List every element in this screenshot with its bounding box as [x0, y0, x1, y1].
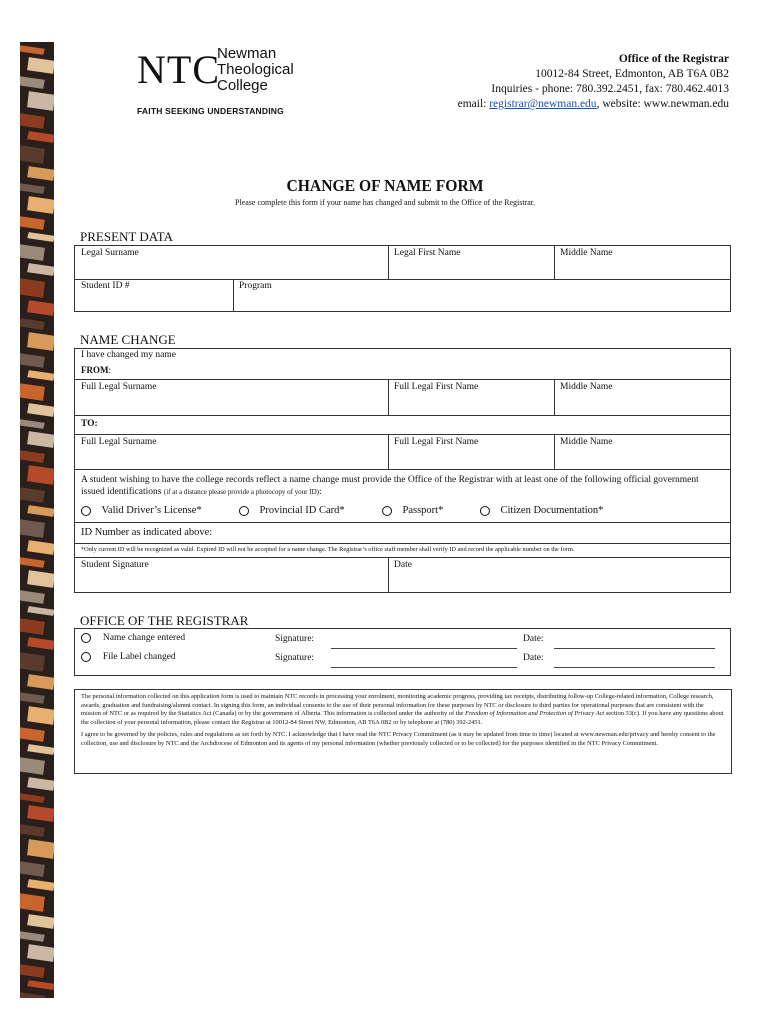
office-email-line: email: registrar@newman.edu, website: www.newman.edu [457, 98, 729, 110]
to-first-name-field[interactable]: Full Legal First Name [394, 437, 479, 447]
id-option-citizen-documentation[interactable]: Citizen Documentation* [480, 505, 603, 516]
privacy-notice [74, 689, 732, 774]
date-line[interactable] [554, 667, 715, 668]
radio-button-icon[interactable] [81, 506, 91, 516]
name-change-entered-row[interactable]: Name change entered [81, 633, 185, 643]
from-first-name-field[interactable]: Full Legal First Name [394, 382, 479, 392]
name-change-heading: NAME CHANGE [80, 332, 176, 347]
id-validity-note: *Only current ID will be recognized as valid. Expired ID will not be accepted for a name change. The Registrar’s office staff member shall verify ID and record the applicable number on the form. [81, 546, 575, 553]
col-divider [388, 246, 389, 279]
college-name [217, 46, 294, 94]
office-phone: Inquiries - phone: 780.392.2451, fax: 780.462.4013 [491, 83, 729, 95]
office-address: 10012-84 Street, Edmonton, AB T6A 0B2 [535, 68, 729, 80]
col-divider [554, 379, 555, 415]
col-divider [388, 557, 389, 593]
row-divider [75, 557, 730, 558]
present-data-heading: PRESENT DATA [80, 229, 173, 244]
signature-line[interactable] [331, 648, 517, 649]
from-middle-name-field[interactable]: Middle Name [560, 382, 613, 392]
row-divider [75, 543, 730, 544]
id-option-provincial-id[interactable]: Provincial ID Card* [239, 505, 345, 516]
present-data-table [74, 245, 731, 312]
row-divider [75, 379, 730, 380]
id-option-drivers-license[interactable]: Valid Driver’s License* [81, 505, 202, 516]
form-subtitle: Please complete this form if your name has changed and submit to the Office of the Registrar. [235, 198, 535, 207]
to-middle-name-field[interactable]: Middle Name [560, 437, 613, 447]
ntc-monogram: NTC [137, 47, 220, 92]
row-divider [75, 434, 730, 435]
college-name-line1: Newman [217, 45, 277, 62]
changed-name-label: I have changed my name [81, 350, 176, 360]
middle-name-field[interactable]: Middle Name [560, 248, 613, 258]
date-label: Date: [523, 653, 544, 663]
legal-surname-field[interactable]: Legal Surname [81, 248, 139, 258]
registrar-email-link[interactable]: registrar@newman.edu [489, 98, 597, 110]
office-contact-block [458, 52, 729, 112]
to-surname-field[interactable]: Full Legal Surname [81, 437, 157, 447]
id-option-passport[interactable]: Passport* [382, 505, 443, 516]
registrar-table [74, 628, 731, 676]
row-divider [75, 279, 730, 280]
id-requirement-text: A student wishing to have the college records reflect a name change must provide the Office of the Registrar with at least one of the following official government issued identifications (if at a distance please provide a photocopy of your ID): [81, 475, 699, 497]
col-divider [388, 379, 389, 415]
student-id-field[interactable]: Student ID # [81, 281, 130, 291]
name-change-table [74, 348, 731, 593]
row-divider [75, 469, 730, 470]
program-field[interactable]: Program [239, 281, 272, 291]
college-logo [137, 46, 307, 120]
checkbox-circle-icon[interactable] [81, 633, 91, 643]
college-name-line2: Theological [217, 61, 294, 78]
radio-button-icon[interactable] [239, 506, 249, 516]
file-label-changed-row[interactable]: File Label changed [81, 652, 176, 662]
row-divider [75, 415, 730, 416]
to-label: TO: [81, 419, 98, 429]
radio-button-icon[interactable] [480, 506, 490, 516]
office-title: Office of the Registrar [618, 53, 729, 65]
date-label: Date: [523, 634, 544, 644]
col-divider [233, 279, 234, 312]
col-divider [554, 434, 555, 469]
from-label: FROM: [81, 365, 112, 375]
radio-button-icon[interactable] [382, 506, 392, 516]
signature-label: Signature: [275, 653, 315, 663]
registrar-heading: OFFICE OF THE REGISTRAR [80, 613, 249, 628]
privacy-paragraph-1: The personal information collected on this application form is used to maintain NTC records in processing your enrolment, monitoring academic progress, providing tax receipts, distributing follow-up College-related information, College research, awards, graduation and fundraising/alumni contact. In signing this form, an individual consents to the use of their personal information for these purposes by NTC or disclosure to third parties for operational purposes that are consistent with the mission of NTC or as required by the Statistics Act (Canada) or by the government of Alberta. This information is collected under the authority of the Freedom of Information and Protection of Privacy Act section 33(c). If you have any questions about the collection of your personal information, please contact the Registrar at 10012-84 Street NW, Edmonton, AB T6A 0B2 or by telephone at (780) 392-2451. [81, 693, 724, 726]
from-surname-field[interactable]: Full Legal Surname [81, 382, 157, 392]
signature-date-field[interactable]: Date [394, 560, 412, 570]
id-number-field[interactable]: ID Number as indicated above: [81, 527, 213, 538]
row-divider [75, 522, 730, 523]
col-divider [388, 434, 389, 469]
college-name-line3: College [217, 77, 268, 94]
privacy-paragraph-2: I agree to be governed by the policies, rules and regulations as set forth by NTC. I acknowledge that I have read the NTC Privacy Commitment (as it may be updated from time to time) located at www.newman.edu/privacy and hereby consent to the collection, use and disclosure by NTC and the Archdiocese of Edmonton and its agents of my personal information (whether previously collected or to be collected) for the purposes identified in the NTC Privacy Commitment. [81, 731, 716, 747]
form-title: CHANGE OF NAME FORM [286, 176, 484, 195]
legal-first-name-field[interactable]: Legal First Name [394, 248, 461, 258]
student-signature-field[interactable]: Student Signature [81, 560, 149, 570]
signature-label: Signature: [275, 634, 315, 644]
checkbox-circle-icon[interactable] [81, 652, 91, 662]
college-tagline: FAITH SEEKING UNDERSTANDING [137, 106, 284, 116]
signature-line[interactable] [331, 667, 517, 668]
col-divider [554, 246, 555, 279]
date-line[interactable] [554, 648, 715, 649]
